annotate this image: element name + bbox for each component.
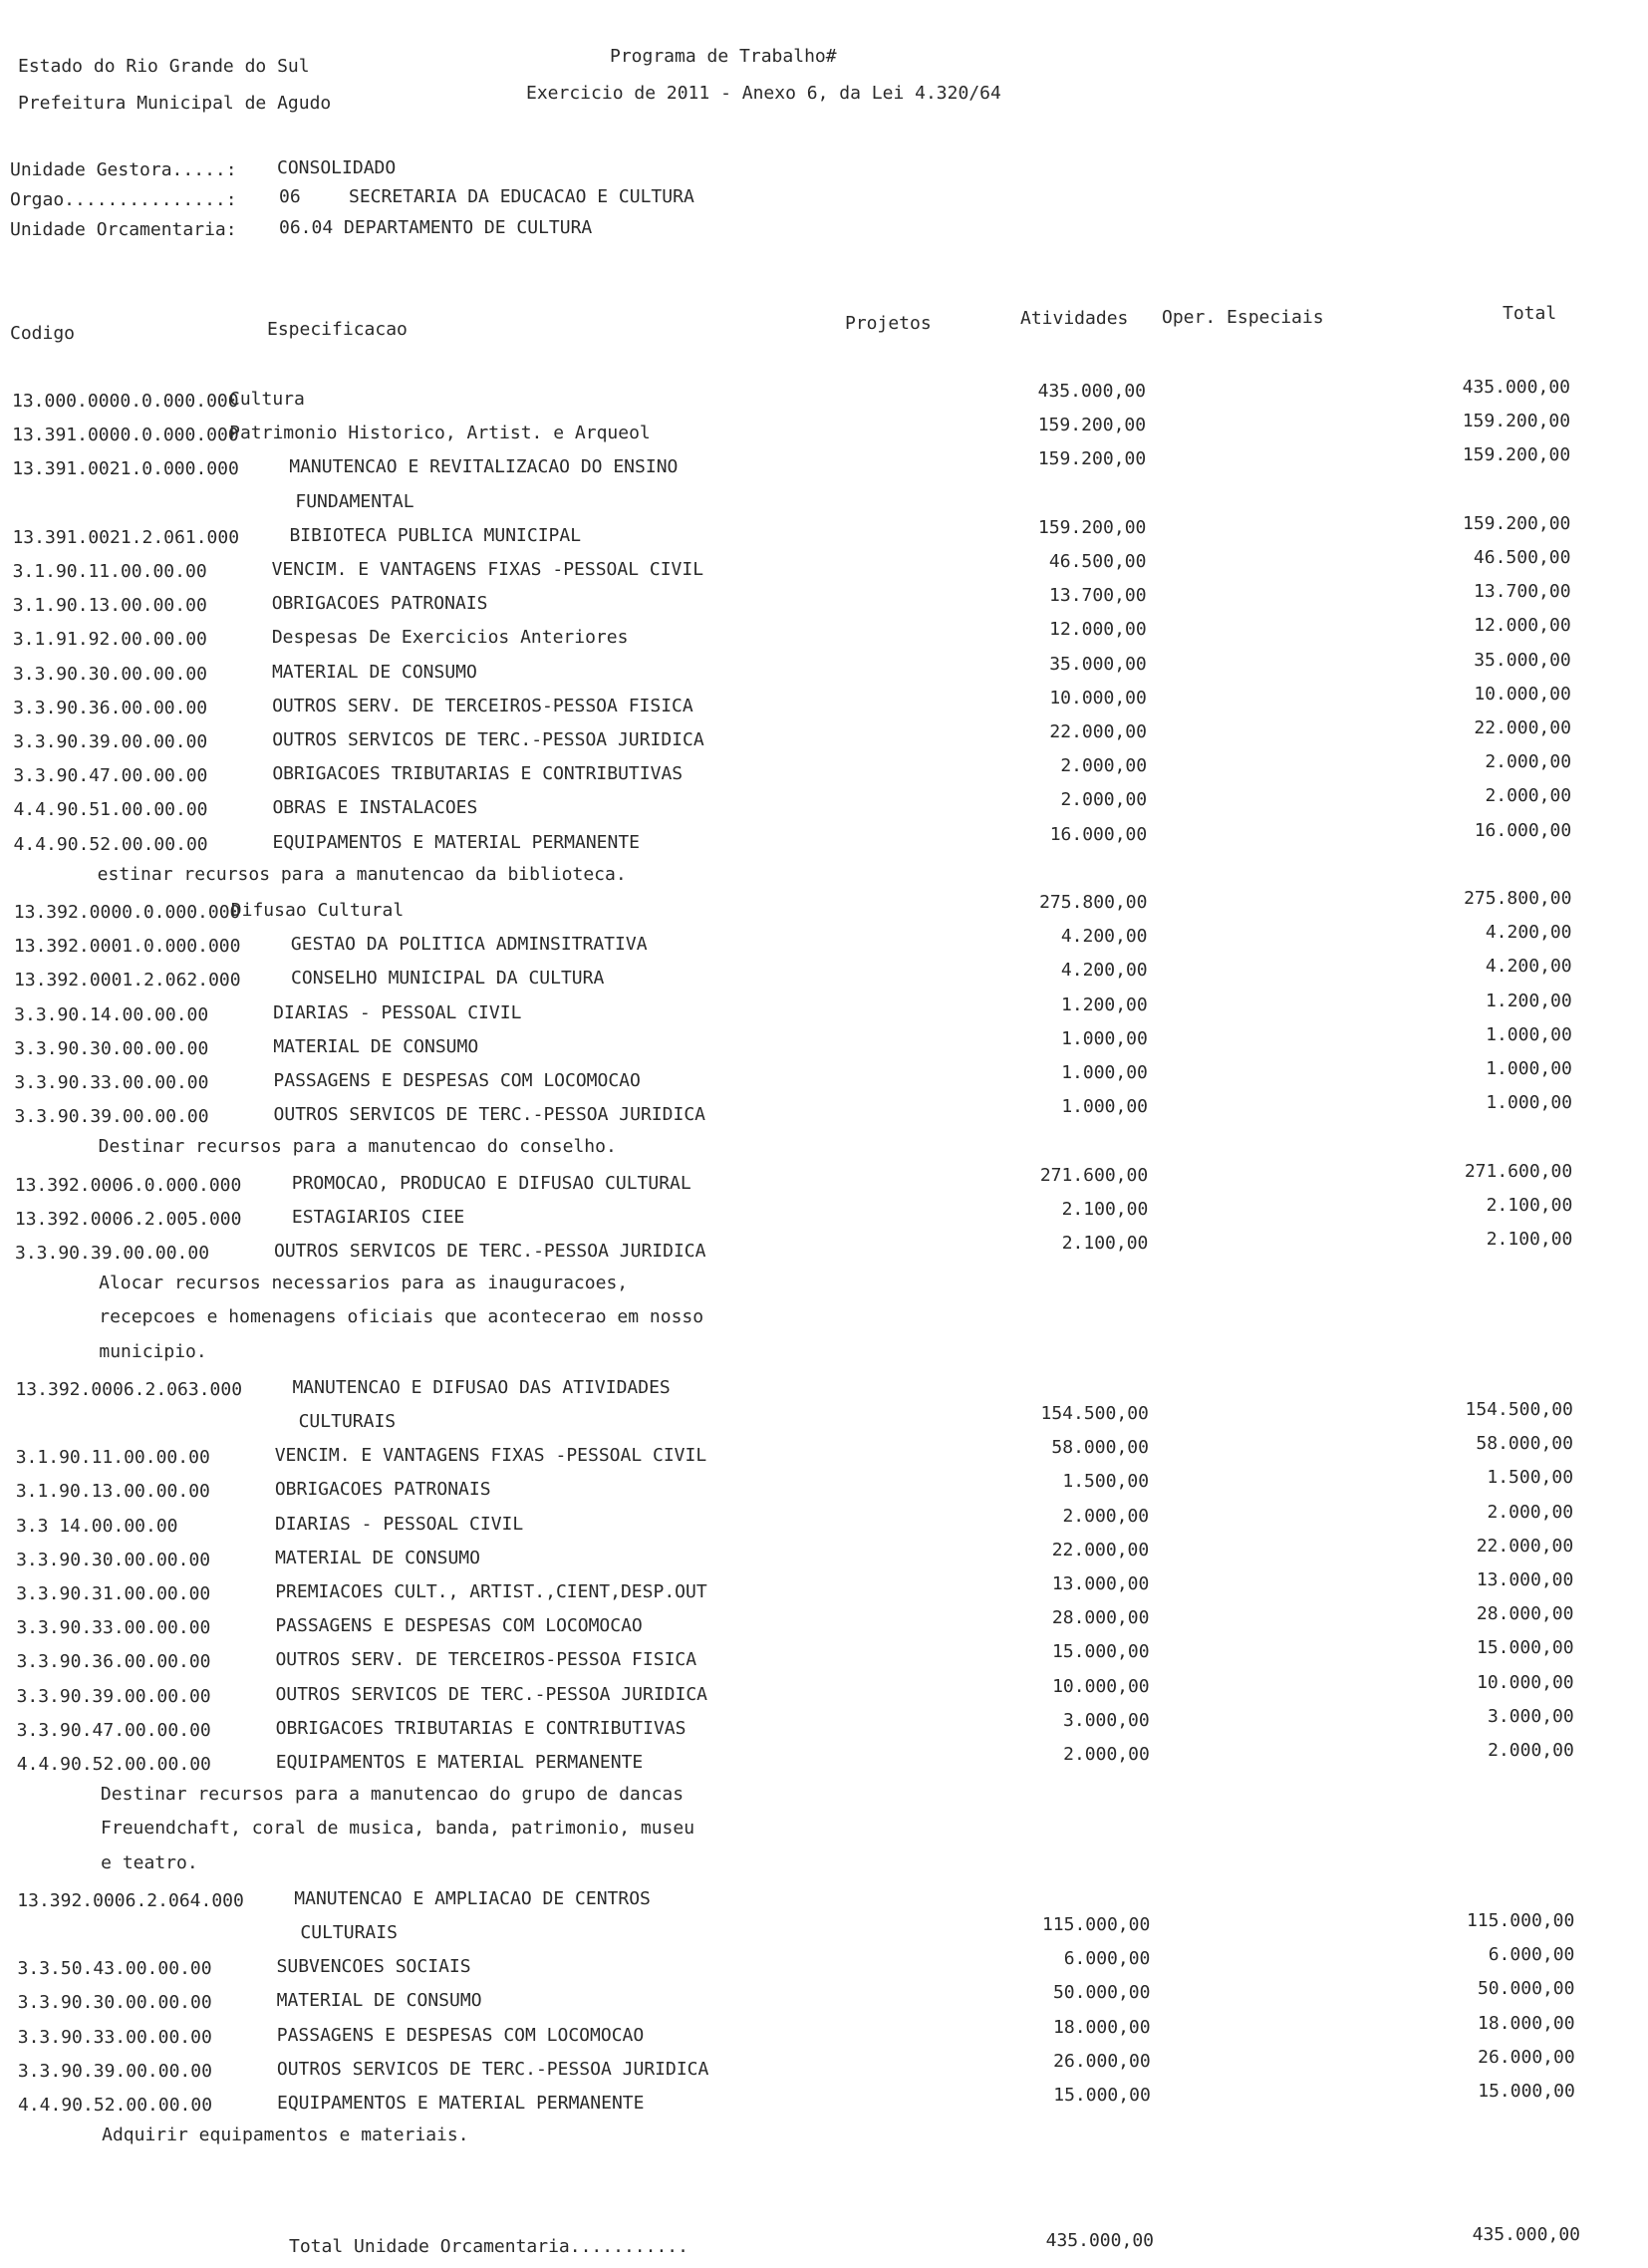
row-specification: CONSELHO MUNICIPAL DA CULTURA [291,968,605,989]
row-code: 13.391.0000.0.000.000 [12,425,239,445]
row-atividades-value: 26.000,00 [1053,2051,1151,2072]
row-total-value: 2.000,00 [1488,1740,1574,1761]
row-note: Alocar recursos necessarios para as inauguracoes, [99,1273,629,1293]
row-code: 13.392.0006.2.064.000 [17,1890,244,1911]
row-total-value: 35.000,00 [1474,650,1571,671]
row-code: 3.3.50.43.00.00.00 [17,1958,212,1979]
row-code: 13.391.0021.2.061.000 [12,527,240,548]
row-atividades-value: 1.000,00 [1061,1028,1148,1049]
row-total-value: 1.000,00 [1486,1058,1572,1079]
row-total-value: 18.000,00 [1478,2013,1575,2034]
row-code: 13.392.0000.0.000.000 [13,902,241,923]
row-code: 3.3.90.33.00.00.00 [14,1072,209,1093]
row-specification: PASSAGENS E DESPESAS COM LOCOMOCAO [273,1070,641,1091]
row-atividades-value: 159.200,00 [1037,448,1147,469]
footer-atividades-total: 435.000,00 [1045,2230,1154,2251]
row-specification: Cultura [229,389,305,410]
row-total-value: 2.100,00 [1486,1229,1573,1250]
row-code: 13.392.0006.0.000.000 [14,1175,242,1196]
row-total-value: 22.000,00 [1476,1536,1574,1557]
row-code: 3.3.90.31.00.00.00 [16,1583,211,1604]
row-specification: CULTURAIS [300,1922,398,1943]
row-specification: OBRIGACOES TRIBUTARIAS E CONTRIBUTIVAS [275,1718,687,1739]
row-atividades-value: 1.000,00 [1061,1096,1149,1117]
row-total-value: 13.000,00 [1476,1569,1574,1590]
row-code: 3.3.90.30.00.00.00 [17,1992,212,2013]
row-total-value: 12.000,00 [1474,615,1571,636]
row-atividades-value: 12.000,00 [1049,619,1147,640]
row-code: 4.4.90.52.00.00.00 [13,834,208,855]
row-code: 3.1.90.11.00.00.00 [15,1447,210,1468]
row-code: 3.3.90.47.00.00.00 [16,1720,211,1741]
row-total-value: 275.800,00 [1464,888,1572,909]
row-code: 3.3.90.39.00.00.00 [14,1106,209,1127]
row-note: Destinar recursos para a manutencao do grupo de dancas [100,1784,685,1805]
row-total-value: 271.600,00 [1464,1161,1573,1182]
column-header-codigo: Codigo [10,323,76,344]
column-header-atividades: Atividades [1020,308,1129,329]
row-code: 3.3.90.39.00.00.00 [13,731,208,752]
row-code: 3.3.90.39.00.00.00 [15,1243,210,1264]
row-specification: OBRIGACOES TRIBUTARIAS E CONTRIBUTIVAS [272,763,684,784]
row-total-value: 2.000,00 [1485,785,1572,806]
row-specification: OUTROS SERVICOS DE TERC.-PESSOA JURIDICA [275,1684,708,1705]
prefecture-name: Prefeitura Municipal de Agudo [18,93,332,114]
row-atividades-value: 435.000,00 [1037,381,1146,402]
row-code: 13.000.0000.0.000.000 [12,391,239,412]
row-specification: OBRAS E INSTALACOES [272,797,478,818]
orcamentaria-label: Unidade Orcamentaria: [10,219,237,240]
row-code: 3.1.90.11.00.00.00 [12,561,207,582]
row-code: 3.1.90.13.00.00.00 [12,595,207,616]
row-atividades-value: 16.000,00 [1049,824,1148,845]
row-atividades-value: 10.000,00 [1049,688,1147,709]
row-specification: OUTROS SERV. DE TERCEIROS-PESSOA FISICA [275,1649,697,1670]
row-code: 13.392.0006.2.005.000 [14,1209,242,1230]
row-total-value: 1.000,00 [1486,1092,1573,1113]
row-specification: MANUTENCAO E AMPLIACAO DE CENTROS [294,1888,651,1909]
row-atividades-value: 115.000,00 [1041,1914,1151,1935]
row-specification: MATERIAL DE CONSUMO [276,1990,482,2011]
row-specification: Despesas De Exercicios Anteriores [271,627,629,648]
row-total-value: 1.500,00 [1487,1467,1574,1488]
orgao-label: Orgao...............: [10,189,237,210]
row-specification: PROMOCAO, PRODUCAO E DIFUSAO CULTURAL [291,1173,691,1194]
row-specification: OUTROS SERVICOS DE TERC.-PESSOA JURIDICA [273,1104,705,1125]
row-specification: EQUIPAMENTOS E MATERIAL PERMANENTE [272,832,641,853]
row-specification: EQUIPAMENTOS E MATERIAL PERMANENTE [277,2093,645,2114]
row-code: 13.392.0006.2.063.000 [15,1379,243,1400]
row-specification: OUTROS SERVICOS DE TERC.-PESSOA JURIDICA [272,729,704,750]
row-total-value: 46.500,00 [1473,547,1571,568]
row-specification: ESTAGIARIOS CIEE [291,1207,465,1228]
row-code: 3.3.90.30.00.00.00 [12,664,208,685]
row-code: 3.3.90.14.00.00.00 [14,1004,209,1025]
row-total-value: 4.200,00 [1485,922,1572,943]
row-atividades-value: 3.000,00 [1063,1710,1150,1731]
row-atividades-value: 4.200,00 [1060,926,1148,947]
state-name: Estado do Rio Grande do Sul [18,56,310,77]
row-specification: Patrimonio Historico, Artist. e Arqueol [229,423,651,443]
column-header-especificacao: Especificacao [267,319,408,340]
row-total-value: 58.000,00 [1476,1433,1573,1454]
row-specification: GESTAO DA POLITICA ADMINSITRATIVA [290,934,648,955]
row-specification: FUNDAMENTAL [295,491,414,512]
row-code: 4.4.90.52.00.00.00 [16,1754,211,1775]
row-total-value: 15.000,00 [1478,2081,1575,2102]
row-atividades-value: 15.000,00 [1053,2085,1151,2106]
row-atividades-value: 35.000,00 [1049,654,1147,675]
row-total-value: 13.700,00 [1474,581,1571,602]
row-note: Freuendchaft, coral de musica, banda, patrimonio, museu [101,1818,695,1839]
row-atividades-value: 2.000,00 [1060,755,1148,776]
row-specification: EQUIPAMENTOS E MATERIAL PERMANENTE [275,1752,644,1773]
row-specification: DIARIAS - PESSOAL CIVIL [273,1002,522,1023]
row-atividades-value: 2.000,00 [1063,1744,1150,1765]
row-code: 13.392.0001.0.000.000 [13,936,241,957]
row-atividades-value: 13.700,00 [1049,585,1147,606]
row-atividades-value: 18.000,00 [1053,2017,1151,2038]
row-note: municipio. [99,1341,207,1362]
row-atividades-value: 10.000,00 [1052,1676,1150,1697]
row-atividades-value: 13.000,00 [1051,1573,1150,1594]
column-header-total: Total [1503,303,1557,324]
row-atividades-value: 6.000,00 [1063,1948,1151,1969]
row-total-value: 1.000,00 [1486,1024,1572,1045]
row-total-value: 2.100,00 [1486,1195,1573,1216]
row-code: 3.3.90.47.00.00.00 [13,765,208,786]
row-total-value: 50.000,00 [1477,1978,1575,1999]
row-specification: PASSAGENS E DESPESAS COM LOCOMOCAO [275,1615,643,1636]
row-atividades-value: 22.000,00 [1049,721,1147,742]
orgao-code: 06 [279,186,301,207]
row-total-value: 154.500,00 [1465,1399,1573,1420]
row-code: 3.3.90.33.00.00.00 [17,2027,212,2048]
row-atividades-value: 22.000,00 [1051,1540,1150,1560]
footer-grand-total: 435.000,00 [1472,2224,1580,2245]
row-specification: OUTROS SERVICOS DE TERC.-PESSOA JURIDICA [274,1241,706,1262]
row-specification: MATERIAL DE CONSUMO [271,662,477,683]
row-total-value: 26.000,00 [1478,2047,1575,2068]
row-total-value: 4.200,00 [1485,956,1572,977]
row-atividades-value: 271.600,00 [1039,1165,1149,1186]
row-atividades-value: 15.000,00 [1052,1641,1150,1662]
row-total-value: 2.000,00 [1487,1502,1574,1523]
row-code: 3.3.90.39.00.00.00 [17,2061,212,2082]
row-specification: OUTROS SERVICOS DE TERC.-PESSOA JURIDICA [276,2059,709,2080]
row-specification: CULTURAIS [298,1411,397,1432]
row-specification: MATERIAL DE CONSUMO [275,1548,480,1568]
row-code: 3.3.90.39.00.00.00 [16,1686,211,1707]
row-specification: VENCIM. E VANTAGENS FIXAS -PESSOAL CIVIL [274,1445,707,1466]
row-specification: OBRIGACOES PATRONAIS [271,593,488,614]
row-atividades-value: 2.000,00 [1062,1506,1150,1527]
row-atividades-value: 4.200,00 [1060,960,1148,981]
row-code: 3.3.90.33.00.00.00 [16,1617,211,1638]
row-total-value: 435.000,00 [1462,377,1570,398]
row-atividades-value: 2.100,00 [1061,1199,1149,1220]
row-specification: MANUTENCAO E DIFUSAO DAS ATIVIDADES [292,1377,671,1398]
row-code: 3.3.90.30.00.00.00 [16,1550,211,1570]
row-total-value: 1.200,00 [1486,991,1572,1011]
row-code: 13.392.0001.2.062.000 [14,970,241,991]
row-total-value: 159.200,00 [1462,444,1571,465]
row-code: 4.4.90.51.00.00.00 [13,799,208,820]
row-atividades-value: 58.000,00 [1051,1437,1149,1458]
row-total-value: 159.200,00 [1463,513,1571,534]
exercise-title: Exercicio de 2011 - Anexo 6, da Lei 4.320/64 [526,83,1001,104]
row-code: 3.3.90.36.00.00.00 [13,698,208,718]
row-code: 13.391.0021.0.000.000 [12,458,239,479]
row-code: 3.3 14.00.00.00 [15,1516,178,1537]
footer-label: Total Unidade Orcamentaria........... [289,2236,688,2257]
row-atividades-value: 1.000,00 [1061,1062,1148,1083]
row-atividades-value: 159.200,00 [1038,517,1147,538]
row-specification: Difusao Cultural [230,900,405,921]
row-atividades-value: 46.500,00 [1048,551,1147,572]
row-total-value: 159.200,00 [1462,411,1571,431]
row-total-value: 2.000,00 [1485,751,1572,772]
row-specification: MATERIAL DE CONSUMO [273,1036,479,1057]
row-specification: PREMIACOES CULT., ARTIST.,CIENT,DESP.OUT [275,1581,707,1602]
row-total-value: 115.000,00 [1466,1910,1575,1931]
row-atividades-value: 275.800,00 [1039,892,1148,913]
row-atividades-value: 154.500,00 [1040,1403,1149,1424]
gestora-value: CONSOLIDADO [277,157,397,178]
row-total-value: 10.000,00 [1474,684,1571,705]
row-note: Destinar recursos para a manutencao do conselho. [98,1136,617,1157]
row-specification: DIARIAS - PESSOAL CIVIL [274,1514,524,1535]
orgao-value: SECRETARIA DA EDUCACAO E CULTURA [349,186,694,207]
row-total-value: 10.000,00 [1477,1672,1574,1693]
row-total-value: 28.000,00 [1476,1603,1574,1624]
row-code: 3.3.90.30.00.00.00 [14,1038,209,1059]
column-header-projetos: Projetos [845,313,932,334]
column-header-oper-especiais: Oper. Especiais [1162,307,1324,328]
row-code: 3.1.90.13.00.00.00 [15,1481,210,1502]
row-specification: MANUTENCAO E REVITALIZACAO DO ENSINO [289,456,679,477]
row-specification: OBRIGACOES PATRONAIS [274,1479,491,1500]
gestora-label: Unidade Gestora.....: [10,159,237,180]
row-total-value: 16.000,00 [1474,820,1572,841]
program-title: Programa de Trabalho# [610,46,837,67]
row-specification: VENCIM. E VANTAGENS FIXAS -PESSOAL CIVIL [271,559,704,580]
row-specification: OUTROS SERV. DE TERCEIROS-PESSOA FISICA [272,696,693,716]
row-atividades-value: 2.100,00 [1061,1233,1149,1254]
row-total-value: 3.000,00 [1488,1706,1574,1727]
row-note: estinar recursos para a manutencao da biblioteca. [97,864,627,885]
orcamentaria-value: 06.04 DEPARTAMENTO DE CULTURA [279,217,593,238]
row-note: recepcoes e homenagens oficiais que acontecerao em nosso [99,1306,704,1327]
row-atividades-value: 1.200,00 [1061,994,1148,1015]
row-total-value: 22.000,00 [1474,717,1571,738]
row-specification: BIBIOTECA PUBLICA MUNICIPAL [289,525,582,546]
row-code: 3.3.90.36.00.00.00 [16,1651,211,1672]
row-total-value: 15.000,00 [1477,1637,1574,1658]
row-atividades-value: 1.500,00 [1062,1471,1150,1492]
row-code: 4.4.90.52.00.00.00 [18,2095,213,2116]
row-atividades-value: 159.200,00 [1037,415,1147,435]
row-note: e teatro. [101,1852,198,1873]
row-code: 3.1.91.92.00.00.00 [12,629,207,650]
row-total-value: 6.000,00 [1488,1944,1575,1965]
row-atividades-value: 28.000,00 [1051,1607,1150,1628]
row-specification: SUBVENCOES SOCIAIS [276,1956,471,1977]
row-atividades-value: 50.000,00 [1052,1982,1151,2003]
row-atividades-value: 2.000,00 [1060,789,1148,810]
row-note: Adquirir equipamentos e materiais. [102,2125,469,2145]
row-specification: PASSAGENS E DESPESAS COM LOCOMOCAO [276,2025,645,2046]
